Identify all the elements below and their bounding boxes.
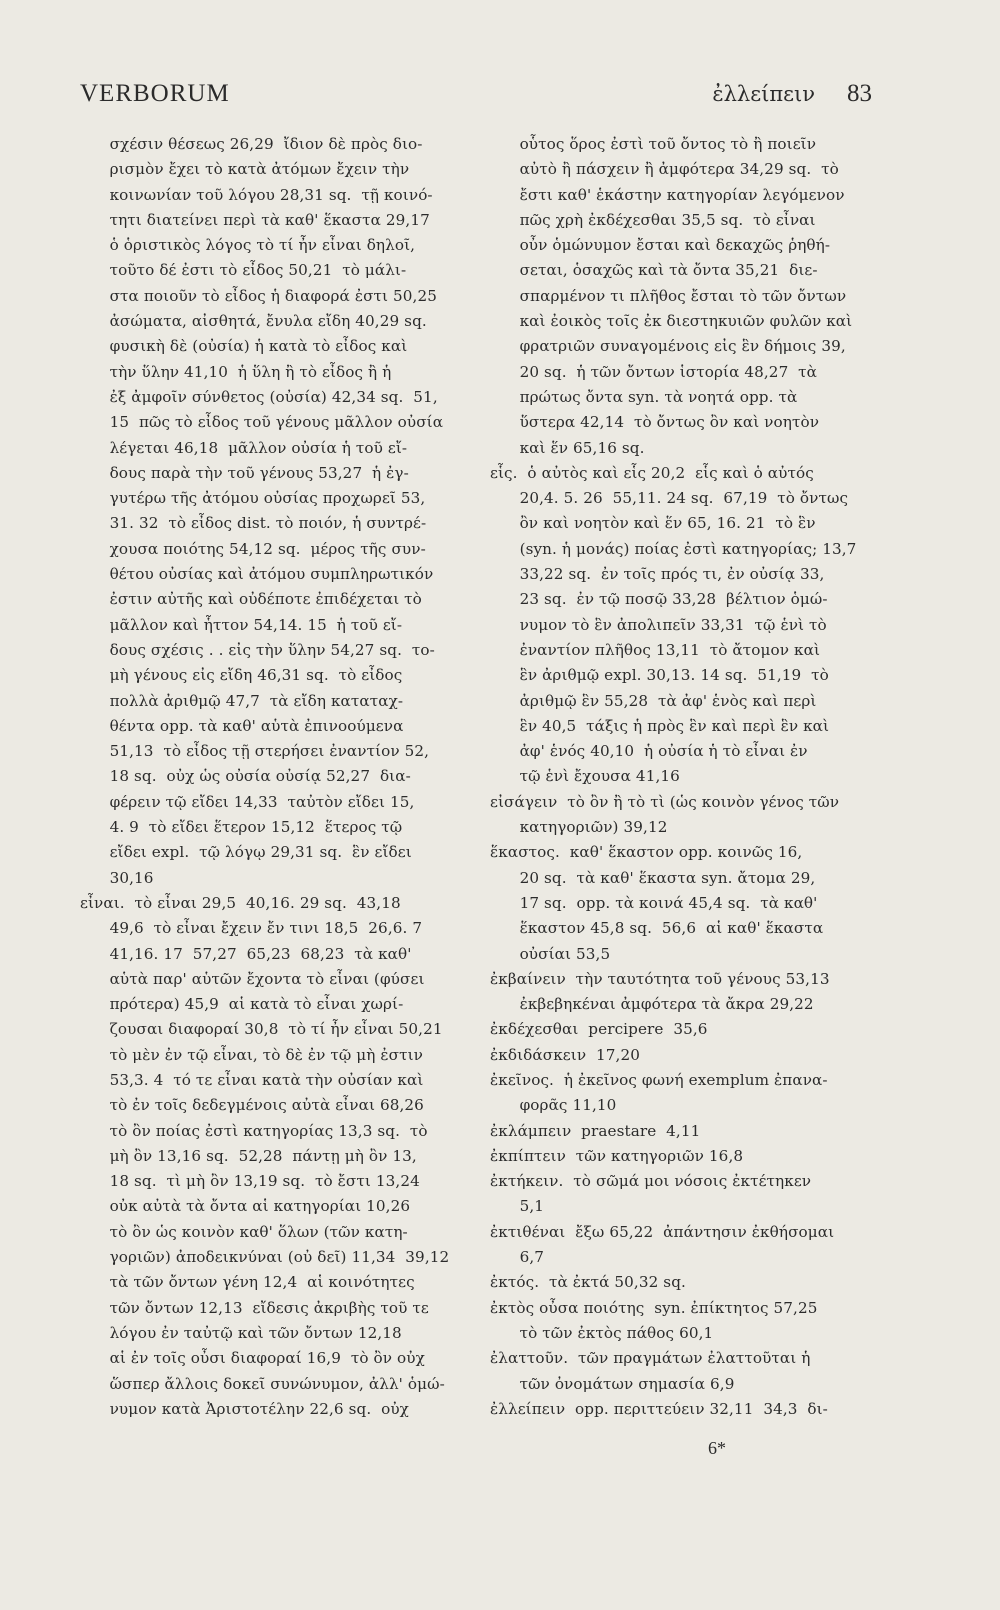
text-line: πῶς χρὴ ἐκδέχεσθαι 35,5 sq. τὸ εἶναι bbox=[490, 210, 816, 229]
text-line: 51,13 τὸ εἶδος τῇ στερήσει ἐναντίον 52, bbox=[80, 742, 430, 761]
text-line: 17 sq. opp. τὰ κοινά 45,4 sq. τὰ καθ' bbox=[490, 893, 818, 912]
text-line: 33,22 sq. ἐν τοῖς πρός τι, ἐν οὐσίᾳ 33, bbox=[490, 565, 825, 584]
text-line: 18 sq. τὶ μὴ ὂν 13,19 sq. τὸ ἔστι 13,24 bbox=[80, 1172, 420, 1191]
text-line: εἷς. ὁ αὐτὸς καὶ εἷς 20,2 εἷς καὶ ὁ αὐτός bbox=[490, 463, 814, 482]
text-line: τὸ ὂν ποίας ἐστὶ κατηγορίας 13,3 sq. τὸ bbox=[80, 1121, 428, 1140]
text-line: μᾶλλον καὶ ἧττον 54,14. 15 ἡ τοῦ εἴ- bbox=[80, 615, 403, 634]
text-line: θέντα opp. τὰ καθ' αὑτὰ ἐπινοούμενα bbox=[80, 716, 404, 735]
text-line: ἐκπίπτειν τῶν κατηγοριῶν 16,8 bbox=[490, 1146, 744, 1165]
text-line: 5,1 bbox=[490, 1197, 545, 1216]
text-line: ἐλλείπειν opp. περιττεύειν 32,11 34,3 δι- bbox=[490, 1399, 828, 1418]
text-line: 30,16 bbox=[80, 868, 154, 887]
text-line: ἓν ἀριθμῷ expl. 30,13. 14 sq. 51,19 τὸ bbox=[490, 666, 829, 685]
text-line: τῶν ὀνομάτων σημασία 6,9 bbox=[490, 1374, 735, 1393]
header-right bbox=[712, 80, 872, 108]
left-column bbox=[80, 132, 480, 1422]
text-line: λέγεται 46,18 μᾶλλον οὐσία ἡ τοῦ εἴ- bbox=[80, 438, 408, 457]
text-line: φυσικὴ δὲ (οὐσία) ἡ κατὰ τὸ εἶδος καὶ bbox=[80, 337, 408, 356]
text-line: ἐκδιδάσκειν 17,20 bbox=[490, 1045, 640, 1064]
text-line: πρώτως ὄντα syn. τὰ νοητά opp. τὰ bbox=[490, 387, 798, 406]
text-line: σχέσιν θέσεως 26,29 ἴδιον δὲ πρὸς διο- bbox=[80, 135, 423, 153]
text-line: 20 sq. ἡ τῶν ὄντων ἱστορία 48,27 τὰ bbox=[490, 362, 818, 381]
text-line: ὁ ὁριστικὸς λόγος τὸ τί ἦν εἶναι δηλοῖ, bbox=[80, 236, 416, 255]
text-line: ὥσπερ ἄλλοις δοκεῖ συνώνυμον, ἀλλ' ὁμώ- bbox=[80, 1374, 445, 1393]
text-line: 20 sq. τὰ καθ' ἕκαστα syn. ἄτομα 29, bbox=[490, 868, 816, 887]
text-line: τὰ τῶν ὄντων γένη 12,4 αἱ κοινότητες bbox=[80, 1273, 415, 1292]
running-title: VERBORUM bbox=[80, 80, 230, 107]
text-line: οὗτος ὅρος ἐστὶ τοῦ ὄντος τὸ ἢ ποιεῖν bbox=[490, 135, 817, 153]
text-line: ἐκεῖνος. ἡ ἐκεῖνος φωνή exemplum ἐπανα- bbox=[490, 1070, 828, 1089]
text-line: κατηγοριῶν) 39,12 bbox=[490, 818, 668, 837]
text-line: ἐξ ἀμφοῖν σύνθετος (οὐσία) 42,34 sq. 51, bbox=[80, 387, 438, 406]
text-line: εἴδει expl. τῷ λόγῳ 29,31 sq. ἓν εἴδει bbox=[80, 843, 412, 862]
text-line: ἐκτός. τὰ ἐκτά 50,32 sq. bbox=[490, 1273, 686, 1292]
text-line: αὐτὸ ἢ πάσχειν ἢ ἀμφότερα 34,29 sq. τὸ bbox=[490, 160, 839, 179]
text-line: φέρειν τῷ εἴδει 14,33 ταὐτὸν εἴδει 15, bbox=[80, 792, 415, 811]
signature-mark: 6* bbox=[708, 1438, 726, 1458]
text-line: σεται, ὁσαχῶς καὶ τὰ ὄντα 35,21 διε- bbox=[490, 261, 818, 280]
text-line: 53,3. 4 τό τε εἶναι κατὰ τὴν οὐσίαν καὶ bbox=[80, 1070, 424, 1089]
text-line: ἐκλάμπειν praestare 4,11 bbox=[490, 1121, 701, 1140]
text-line: ὕστερα 42,14 τὸ ὄντως ὂν καὶ νοητὸν bbox=[490, 413, 820, 432]
text-line: χουσα ποιότης 54,12 sq. μέρος τῆς συν- bbox=[80, 539, 426, 558]
text-line: 6,7 bbox=[490, 1248, 545, 1267]
text-line: γυτέρω τῆς ἀτόμου οὐσίας προχωρεῖ 53, bbox=[80, 489, 426, 508]
text-line: αἱ ἐν τοῖς οὖσι διαφοραί 16,9 τὸ ὂν οὐχ bbox=[80, 1349, 425, 1368]
right-column bbox=[490, 132, 890, 1422]
text-line: ὂν καὶ νοητὸν καὶ ἕν 65, 16. 21 τὸ ἓν bbox=[490, 514, 816, 533]
text-line: ἓν 40,5 τάξις ἡ πρὸς ἓν καὶ περὶ ἓν καὶ bbox=[490, 716, 830, 735]
text-line: ἐκτιθέναι ἔξω 65,22 ἀπάντησιν ἐκθήσομαι bbox=[490, 1222, 835, 1241]
text-line: σπαρμένον τι πλῆθος ἔσται τὸ τῶν ὄντων bbox=[490, 286, 847, 305]
text-line: πρότερα) 45,9 αἱ κατὰ τὸ εἶναι χωρί- bbox=[80, 995, 404, 1014]
text-line: εἰσάγειν τὸ ὂν ἢ τὸ τὶ (ὡς κοινὸν γένος τῶν bbox=[490, 792, 840, 811]
text-line: αὑτὰ παρ' αὑτῶν ἔχοντα τὸ εἶναι (φύσει bbox=[80, 969, 425, 988]
text-line: ἕκαστον 45,8 sq. 56,6 αἱ καθ' ἕκαστα bbox=[490, 919, 824, 938]
header-keyword: ἐλλείπειν bbox=[712, 82, 815, 106]
text-line: φορᾶς 11,10 bbox=[490, 1096, 617, 1115]
text-line: ρισμὸν ἔχει τὸ κατὰ ἀτόμων ἔχειν τὴν bbox=[80, 160, 410, 179]
text-line: τὸ ὂν ὡς κοινὸν καθ' ὅλων (τῶν κατη- bbox=[80, 1222, 408, 1241]
text-line: ἐκτήκειν. τὸ σῶμά μοι νόσοις ἐκτέτηκεν bbox=[490, 1172, 812, 1191]
text-line: δους παρὰ τὴν τοῦ γένους 53,27 ἡ ἐγ- bbox=[80, 463, 409, 482]
text-line: τῶν ὄντων 12,13 εἴδεσις ἀκριβὴς τοῦ τε bbox=[80, 1298, 429, 1317]
text-line: 4. 9 τὸ εἴδει ἕτερον 15,12 ἕτερος τῷ bbox=[80, 818, 403, 837]
text-line: ἕκαστος. καθ' ἕκαστον opp. κοινῶς 16, bbox=[490, 843, 803, 862]
text-line: 18 sq. οὐχ ὡς οὐσία οὐσίᾳ 52,27 δια- bbox=[80, 767, 411, 786]
text-line: μὴ ὂν 13,16 sq. 52,28 πάντῃ μὴ ὂν 13, bbox=[80, 1146, 417, 1165]
text-line: 15 πῶς τὸ εἶδος τοῦ γένους μᾶλλον οὐσία bbox=[80, 413, 444, 432]
text-line: ἐκτὸς οὖσα ποιότης syn. ἐπίκτητος 57,25 bbox=[490, 1298, 818, 1317]
text-line: ἐκβεβηκέναι ἀμφότερα τὰ ἄκρα 29,22 bbox=[490, 995, 814, 1014]
text-line: ἀριθμῷ ἓν 55,28 τὰ ἀφ' ἑνὸς καὶ περὶ bbox=[490, 691, 817, 710]
text-line: δους σχέσις . . εἰς τὴν ὕλην 54,27 sq. το- bbox=[80, 640, 435, 659]
text-line: οὖν ὁμώνυμον ἔσται καὶ δεκαχῶς ῥηθή- bbox=[490, 236, 831, 255]
text-line: ἐκβαίνειν τὴν ταυτότητα τοῦ γένους 53,13 bbox=[490, 969, 830, 988]
text-line: τῷ ἑνὶ ἔχουσα 41,16 bbox=[490, 767, 680, 786]
text-line: ἐναντίον πλῆθος 13,11 τὸ ἄτομον καὶ bbox=[490, 640, 821, 659]
text-line: μὴ γένους εἰς εἴδη 46,31 sq. τὸ εἶδος bbox=[80, 666, 403, 685]
text-line: γοριῶν) ἀποδεικνύναι (οὐ δεῖ) 11,34 39,12 bbox=[80, 1248, 450, 1267]
text-line: τὴν ὕλην 41,10 ἡ ὕλη ἢ τὸ εἶδος ἢ ἡ bbox=[80, 362, 392, 381]
text-line: 41,16. 17 57,27 65,23 68,23 τὰ καθ' bbox=[80, 944, 412, 963]
text-line: ζουσαι διαφοραί 30,8 τὸ τί ἦν εἶναι 50,21 bbox=[80, 1020, 443, 1039]
text-line: στα ποιοῦν τὸ εἶδος ἡ διαφορά ἐστι 50,25 bbox=[80, 286, 438, 305]
text-line: ἀφ' ἑνός 40,10 ἡ οὐσία ἡ τὸ εἶναι ἐν bbox=[490, 742, 808, 761]
text-line: τὸ ἐν τοῖς δεδεγμένοις αὐτὰ εἶναι 68,26 bbox=[80, 1096, 424, 1115]
page-header bbox=[80, 80, 872, 114]
text-line: ἐκδέχεσθαι percipere 35,6 bbox=[490, 1020, 708, 1039]
text-line: εἶναι. τὸ εἶναι 29,5 40,16. 29 sq. 43,18 bbox=[80, 893, 401, 912]
text-line: οὐσίαι 53,5 bbox=[490, 944, 611, 963]
text-line: κοινωνίαν τοῦ λόγου 28,31 sq. τῇ κοινό- bbox=[80, 185, 433, 204]
text-line: νυμον κατὰ Ἀριστοτέλην 22,6 sq. οὐχ bbox=[80, 1399, 409, 1418]
text-line: οὐκ αὐτὰ τὰ ὄντα αἱ κατηγορίαι 10,26 bbox=[80, 1197, 411, 1216]
text-line: τητι διατείνει περὶ τὰ καθ' ἕκαστα 29,17 bbox=[80, 210, 430, 229]
text-line: νυμον τὸ ἓν ἀπολιπεῖν 33,31 τῷ ἑνὶ τὸ bbox=[490, 615, 827, 634]
text-line: 23 sq. ἐν τῷ ποσῷ 33,28 βέλτιον ὁμώ- bbox=[490, 590, 828, 609]
text-line: θέτου οὐσίας καὶ ἀτόμου συμπληρωτικόν bbox=[80, 565, 434, 584]
text-line: 49,6 τὸ εἶναι ἔχειν ἔν τινι 18,5 26,6. 7 bbox=[80, 919, 423, 938]
page-number: 83 bbox=[847, 80, 872, 107]
text-line: ἀσώματα, αἰσθητά, ἔνυλα εἴδη 40,29 sq. bbox=[80, 312, 427, 331]
text-line: τὸ τῶν ἐκτὸς πάθος 60,1 bbox=[490, 1323, 714, 1342]
text-line: καὶ ἕν 65,16 sq. bbox=[490, 438, 645, 457]
text-line: ἐστιν αὐτῆς καὶ οὐδέποτε ἐπιδέχεται τὸ bbox=[80, 590, 422, 609]
text-line: ἐλαττοῦν. τῶν πραγμάτων ἐλαττοῦται ἡ bbox=[490, 1349, 811, 1368]
text-line: πολλὰ ἀριθμῷ 47,7 τὰ εἴδη καταταχ- bbox=[80, 691, 404, 710]
text-line: τὸ μὲν ἐν τῷ εἶναι, τὸ δὲ ἐν τῷ μὴ ἐστιν bbox=[80, 1045, 423, 1064]
text-line: 20,4. 5. 26 55,11. 24 sq. 67,19 τὸ ὄντως bbox=[490, 489, 849, 508]
text-line: φρατριῶν συναγομένοις εἰς ἓν δήμοις 39, bbox=[490, 337, 846, 356]
text-line: τοῦτο δέ ἐστι τὸ εἶδος 50,21 τὸ μάλι- bbox=[80, 261, 407, 280]
text-line: (syn. ἡ μονάς) ποίας ἐστὶ κατηγορίας; 13,7 bbox=[490, 539, 857, 558]
text-line: 31. 32 τὸ εἶδος dist. τὸ ποιόν, ἡ συντρέ- bbox=[80, 514, 427, 533]
text-line: καὶ ἐοικὸς τοῖς ἐκ διεστηκυιῶν φυλῶν καὶ bbox=[490, 312, 853, 331]
text-line: ἔστι καθ' ἑκάστην κατηγορίαν λεγόμενον bbox=[490, 185, 845, 204]
text-line: λόγου ἐν ταὐτῷ καὶ τῶν ὄντων 12,18 bbox=[80, 1323, 402, 1342]
